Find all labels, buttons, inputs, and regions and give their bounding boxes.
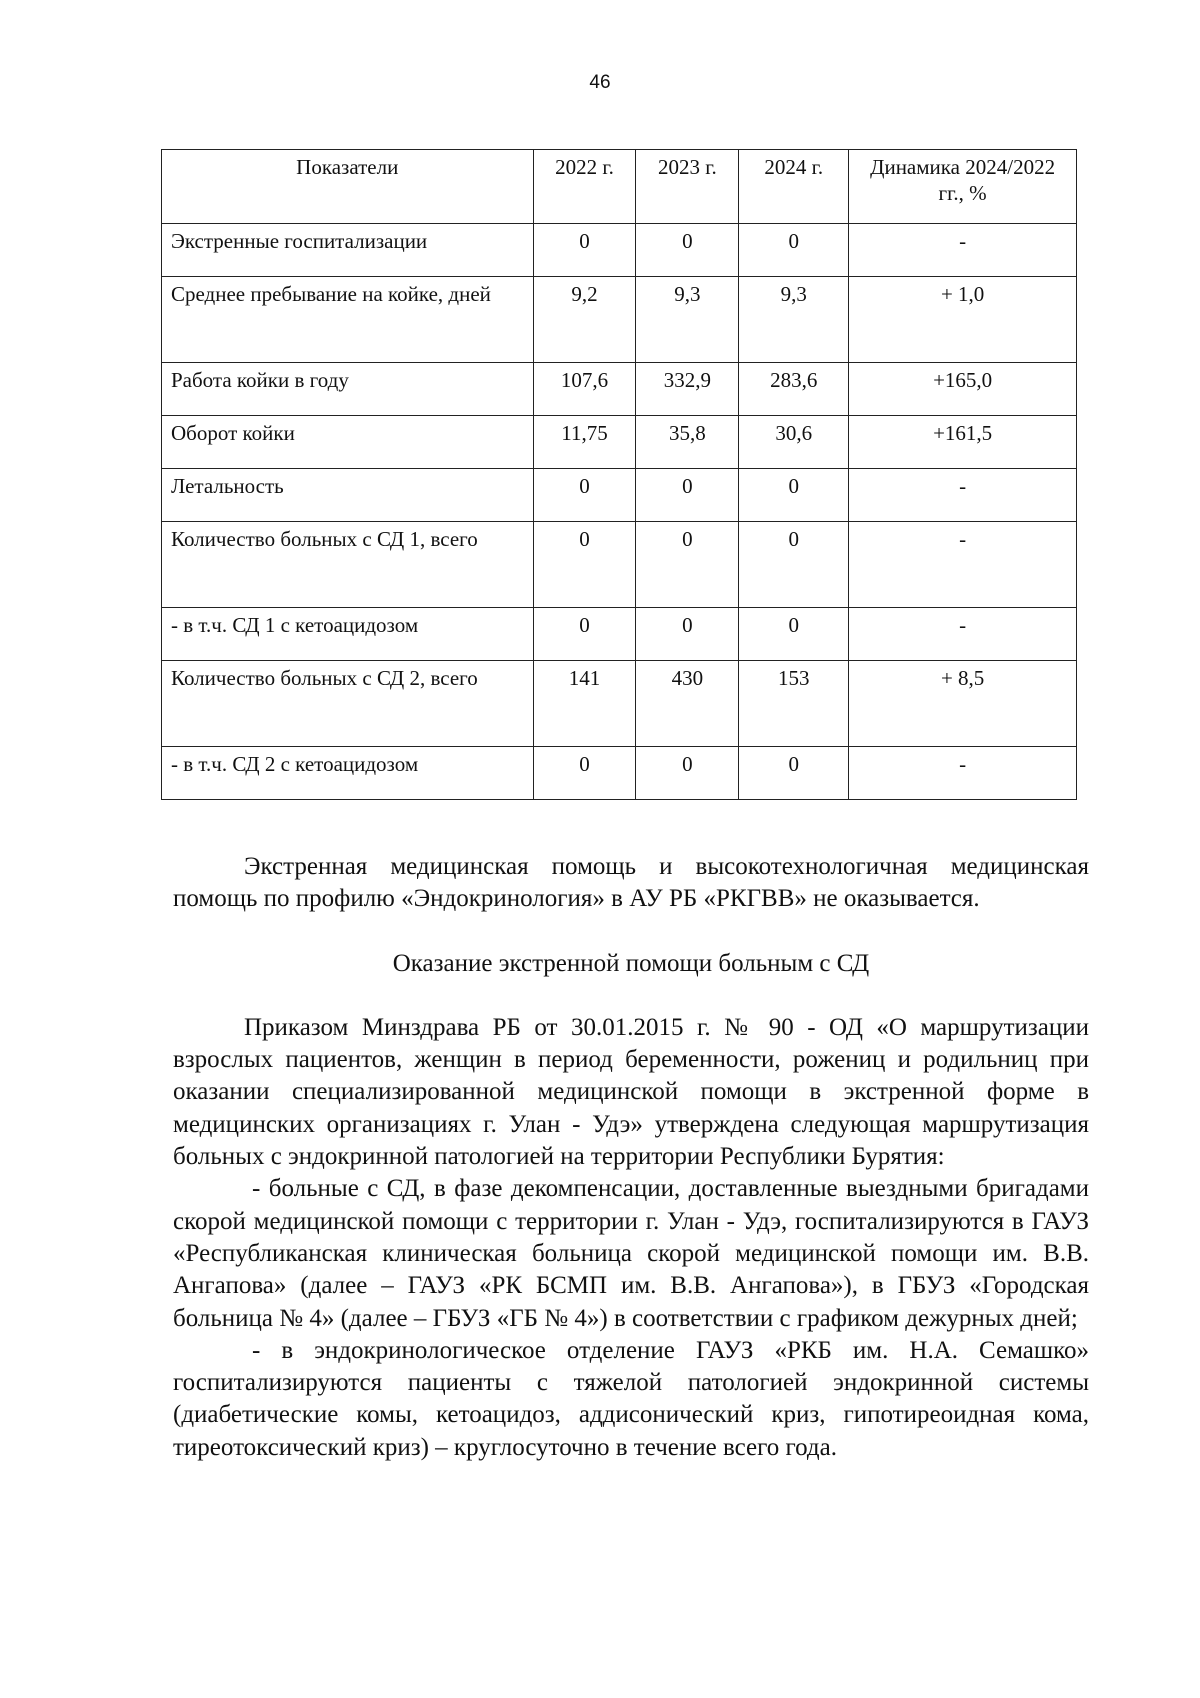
table-row [162,608,1077,661]
header-2023: 2023 г. [636,150,739,224]
cell-2023: 0 [636,224,739,277]
paragraph-emergency-care: Экстренная медицинская помощь и высокотехнологичная медицинская помощь по профилю «Эндокринология» в АУ РБ «РКГВВ» не оказывается. [173,853,1089,913]
table-row [162,747,1077,800]
cell-2023: 0 [636,747,739,800]
cell-dynamics: - [849,469,1077,522]
cell-2022: 9,2 [533,277,636,363]
cell-dynamics: +165,0 [849,363,1077,416]
cell-2023: 0 [636,522,739,608]
table-header-row [162,150,1077,224]
cell-2022: 0 [533,469,636,522]
table-row [162,416,1077,469]
header-indicator: Показатели [162,150,534,224]
cell-2023: 9,3 [636,277,739,363]
row-label: Экстренные госпитализации [162,224,534,277]
cell-2022: 0 [533,224,636,277]
cell-dynamics: + 8,5 [849,661,1077,747]
cell-2022: 141 [533,661,636,747]
row-label: Оборот койки [162,416,534,469]
cell-2024: 0 [739,469,849,522]
paragraph-order: Приказом Минздрава РБ от 30.01.2015 г. № 90 - ОД «О маршрутизации взрослых пациентов, женщин в период беременности, рожениц и родильниц при оказании специализированной медицинской помощи в экстренной форме в медицинских организациях г. Улан - Удэ» утверждена следующая маршрутизация больных с эндокринной патологией на территории Республики Бурятия: [173,1013,1089,1171]
table-row [162,363,1077,416]
header-2022: 2022 г. [533,150,636,224]
cell-2022: 107,6 [533,363,636,416]
cell-dynamics: - [849,522,1077,608]
cell-2024: 0 [739,747,849,800]
row-label: - в т.ч. СД 2 с кетоацидозом [162,747,534,800]
cell-dynamics: +161,5 [849,416,1077,469]
cell-2024: 9,3 [739,277,849,363]
table-row [162,469,1077,522]
table-row [162,277,1077,363]
row-label: Количество больных с СД 1, всего [162,522,534,608]
cell-2022: 0 [533,608,636,661]
cell-2022: 0 [533,747,636,800]
cell-2023: 35,8 [636,416,739,469]
table-row [162,522,1077,608]
row-label: - в т.ч. СД 1 с кетоацидозом [162,608,534,661]
cell-2024: 0 [739,224,849,277]
cell-2023: 0 [636,469,739,522]
paragraph-routing-1: - больные с СД, в фазе декомпенсации, доставленные выездными бригадами скорой медицинской помощи с территории г. Улан - Удэ, госпитализируются в ГАУЗ «Республиканская клиническая больница скорой медицинской помощи им. В.В. Ангапова» (далее – ГАУЗ «РК БСМП им. В.В. Ангапова»), в ГБУЗ «Городская больница № 4» (далее – ГБУЗ «ГБ № 4») в соответствии с графиком дежурных дней; [173,1175,1089,1332]
paragraph-routing-2: - в эндокринологическое отделение ГАУЗ «РКБ им. Н.А. Семашко» госпитализируются пациенты с тяжелой патологией эндокринной системы (диабетические комы, кетоацидоз, аддисонический криз, гипотиреоидная кома, тиреотоксический криз) – круглосуточно в течение всего года. [173,1336,1089,1461]
cell-2022: 0 [533,522,636,608]
cell-2024: 153 [739,661,849,747]
cell-2023: 430 [636,661,739,747]
row-label: Количество больных с СД 2, всего [162,661,534,747]
body-text [173,851,1089,1464]
cell-2024: 283,6 [739,363,849,416]
cell-2024: 0 [739,608,849,661]
header-2024: 2024 г. [739,150,849,224]
cell-dynamics: - [849,608,1077,661]
row-label: Летальность [162,469,534,522]
cell-2023: 332,9 [636,363,739,416]
cell-2024: 30,6 [739,416,849,469]
cell-2024: 0 [739,522,849,608]
cell-dynamics: - [849,747,1077,800]
cell-dynamics: + 1,0 [849,277,1077,363]
section-heading: Оказание экстренной помощи больным с СД [392,949,870,977]
indicators-table [161,149,1077,800]
header-dynamics: Динамика 2024/2022 гг., % [849,150,1077,224]
cell-dynamics: - [849,224,1077,277]
cell-2022: 11,75 [533,416,636,469]
page-number: 46 [589,72,611,93]
table-row [162,224,1077,277]
row-label: Работа койки в году [162,363,534,416]
row-label: Среднее пребывание на койке, дней [162,277,534,363]
cell-2023: 0 [636,608,739,661]
table-row [162,661,1077,747]
